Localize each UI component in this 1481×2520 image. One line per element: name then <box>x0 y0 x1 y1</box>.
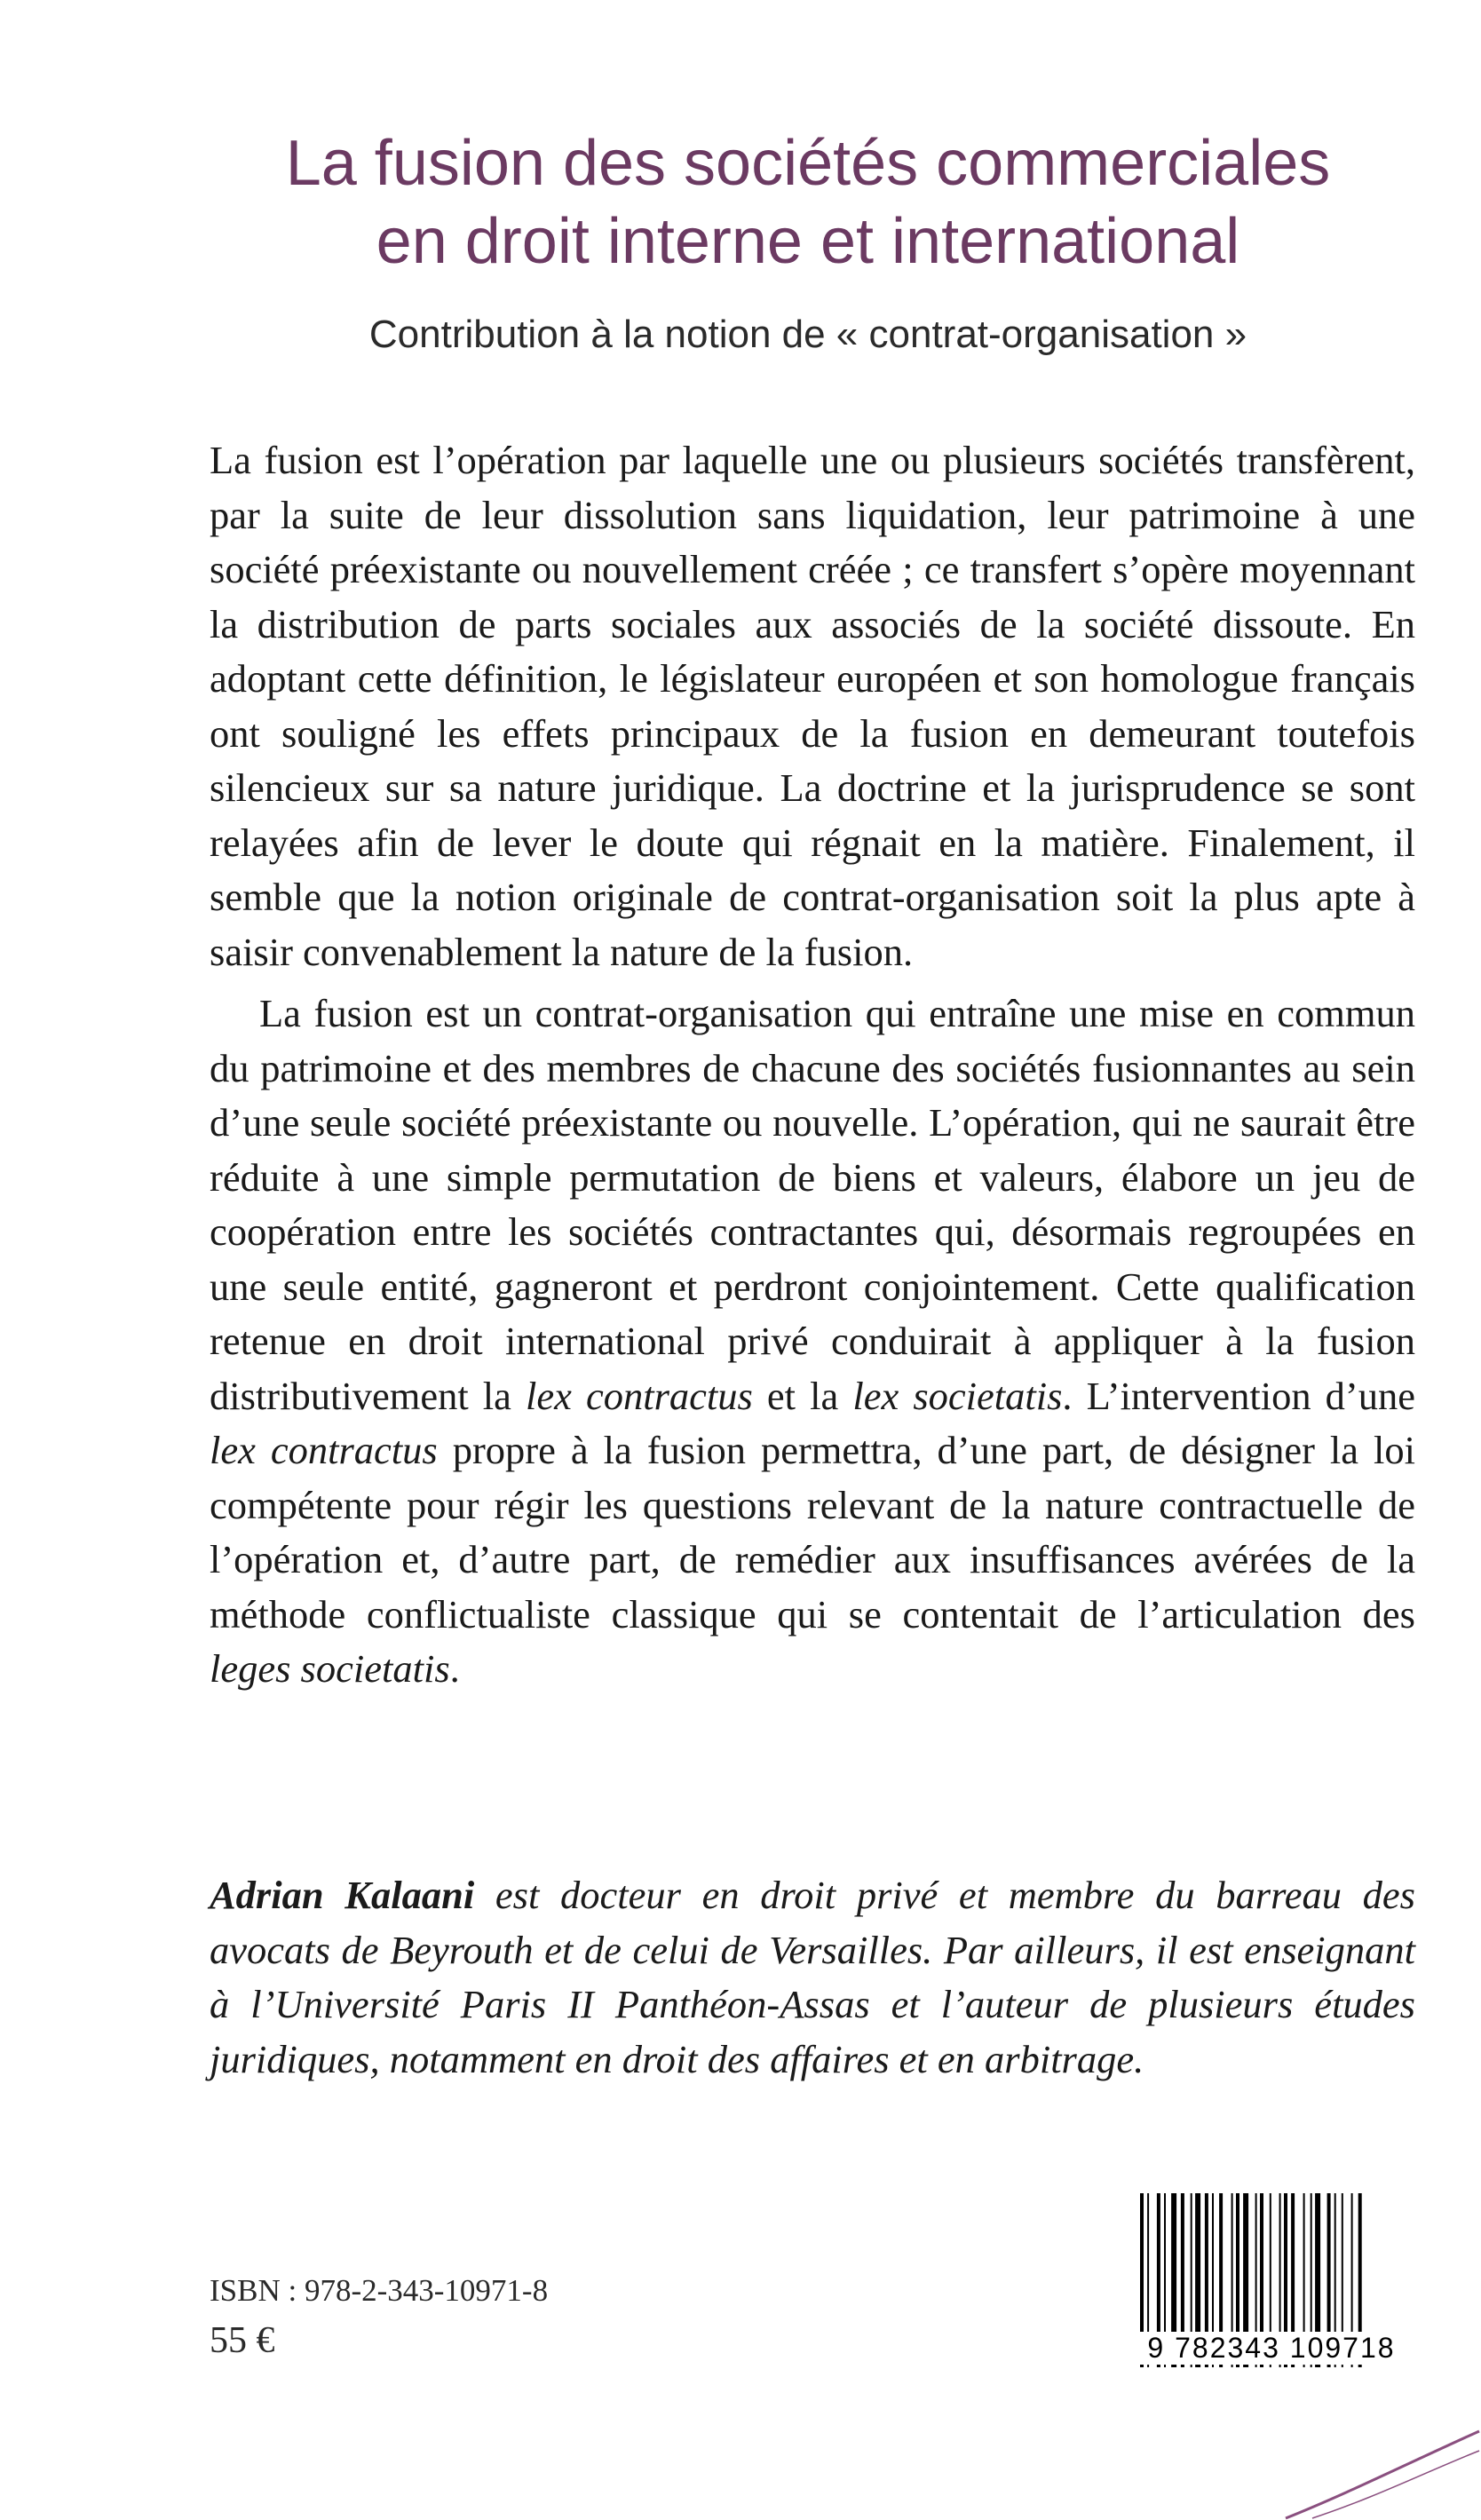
summary-paragraph-2 <box>210 987 1415 1697</box>
title-line-1: La fusion des sociétés commerciales <box>285 128 1331 199</box>
text-run: et la <box>752 1373 853 1418</box>
title-line-2: en droit interne et international <box>376 206 1240 277</box>
author-bio-text: est docteur en droit privé et membre du barreau des avocats de Beyrouth et de celui de Versailles. Par ailleurs, il est enseignant à l’Université Paris II Panthéon-Assas et l’auteur de plusieurs études juridiques, notamment en droit des affaires et en arbitrage. <box>210 1873 1415 2081</box>
latin-term: lex societatis <box>852 1373 1063 1418</box>
summary-text <box>210 433 1415 1697</box>
text-run: . <box>449 1646 460 1691</box>
author-name: Adrian Kalaani <box>210 1873 475 1917</box>
text-run: propre à la fusion permettra, d’une part, de désigner la loi compétente pour régir les questions relevant de la nature contractuelle de l’opération et, d’autre part, de remédier aux insuffisances avérées de la méthode conflictualiste classique qui se contentait de l’articulation des <box>210 1428 1415 1636</box>
decorative-swoosh-icon <box>1277 2422 1481 2520</box>
text-run: La fusion est un contrat-organisation qui entraîne une mise en commun du patrimoine et des membres de chacune des sociétés fusionnantes au sein d’une seule société préexistante ou nouvelle. L’opération, qui ne saurait être réduite à une simple permutation de biens et valeurs, élabore un jeu de coopération entre les sociétés contractantes qui, désormais regroupées en une seule entité, gagneront et perdront conjointement. Cette qualification retenue en droit international privé conduirait à appliquer à la fusion distributivement la <box>210 991 1415 1418</box>
summary-paragraph-1: La fusion est l’opération par laquelle une ou plusieurs sociétés transfèrent, par la suite de leur dissolution sans liquidation, leur patrimoine à une société préexistante ou nouvellement créée ; ce transfert s’opère moyennant la distribution de parts sociales aux associés de la société dissoute. En adoptant cette définition, le législateur européen et son homologue français ont souligné les effets principaux de la fusion en demeurant toutefois silencieux sur sa nature juridique. La doctrine et la jurisprudence se sont relayées afin de lever le doute qui régnait en la matière. Finalement, il semble que la notion originale de contrat-organisation soit la plus apte à saisir convenablement la nature de la fusion. <box>210 438 1415 974</box>
latin-term: lex contractus <box>210 1428 438 1472</box>
price: 55 € <box>210 2320 275 2361</box>
isbn: ISBN : 978-2-343-10971-8 <box>210 2273 549 2308</box>
latin-term: lex contractus <box>526 1373 753 1418</box>
latin-term: leges societatis <box>210 1646 450 1691</box>
book-title <box>178 124 1438 281</box>
barcode-number: 9 782343 109718 <box>1121 2332 1422 2365</box>
book-subtitle: Contribution à la notion de « contrat-organisation » <box>368 313 1247 356</box>
text-run: . L’intervention d’une <box>1062 1373 1415 1418</box>
author-bio <box>210 1868 1415 2087</box>
